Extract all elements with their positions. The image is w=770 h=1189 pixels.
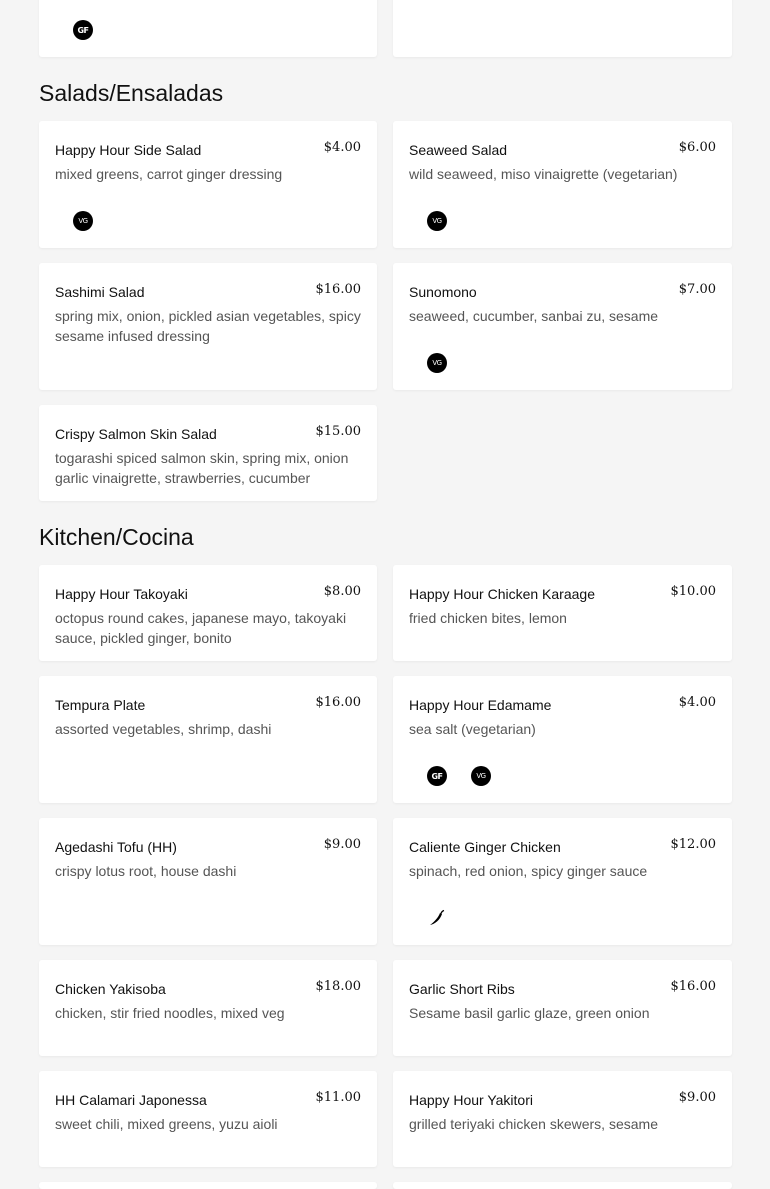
- menu-item-card[interactable]: [39, 405, 377, 501]
- menu-item-card[interactable]: [393, 1071, 732, 1167]
- dietary-icons: [73, 20, 93, 40]
- item-description: spring mix, onion, pickled asian vegetables, spicy sesame infused dressing: [55, 308, 361, 344]
- item-description: sea salt (vegetarian): [409, 721, 536, 737]
- item-price: $18.00: [315, 979, 361, 994]
- item-price: $4.00: [678, 695, 716, 710]
- dietary-icons: [427, 211, 447, 231]
- menu-item-card[interactable]: [393, 565, 732, 661]
- item-name: Happy Hour Yakitori: [409, 1092, 533, 1108]
- vegetarian-icon: VG: [471, 766, 491, 786]
- item-name: Happy Hour Edamame: [409, 697, 552, 713]
- dietary-icons: [427, 766, 491, 786]
- menu-item-card[interactable]: [39, 0, 377, 57]
- item-price: $9.00: [323, 837, 361, 852]
- menu-item-card[interactable]: [393, 121, 732, 248]
- menu-item-card[interactable]: [39, 121, 377, 248]
- item-name: Happy Hour Takoyaki: [55, 586, 188, 602]
- item-name: Sunomono: [409, 284, 477, 300]
- dietary-icons: [73, 211, 93, 231]
- dietary-icons: [427, 908, 447, 928]
- item-price: $16.00: [315, 695, 361, 710]
- section-title-salads: Salads/Ensaladas: [39, 80, 224, 106]
- item-price: $10.00: [670, 584, 716, 599]
- item-description: assorted vegetables, shrimp, dashi: [55, 721, 272, 737]
- item-price: $16.00: [670, 979, 716, 994]
- menu-item-card[interactable]: [39, 1182, 377, 1189]
- item-description: octopus round cakes, japanese mayo, takoyaki sauce, pickled ginger, bonito: [55, 610, 347, 646]
- item-name: Tempura Plate: [55, 697, 146, 713]
- item-price: $11.00: [315, 1090, 361, 1105]
- item-name: Happy Hour Chicken Karaage: [409, 586, 595, 602]
- item-description: chicken, stir fried noodles, mixed veg: [55, 1005, 285, 1021]
- item-name: Garlic Short Ribs: [409, 981, 515, 997]
- vegetarian-icon: VG: [73, 211, 93, 231]
- item-name: Chicken Yakisoba: [55, 981, 166, 997]
- item-price: $12.00: [670, 837, 716, 852]
- item-name: Caliente Ginger Chicken: [409, 839, 561, 855]
- menu-item-card[interactable]: [39, 818, 377, 945]
- item-name: HH Calamari Japonessa: [55, 1092, 207, 1108]
- menu-item-card[interactable]: [39, 263, 377, 390]
- item-name: Happy Hour Side Salad: [55, 142, 202, 158]
- menu-item-card[interactable]: [393, 818, 732, 945]
- item-description: mixed greens, carrot ginger dressing: [55, 166, 283, 182]
- vegetarian-icon: VG: [427, 211, 447, 231]
- item-description: seaweed, cucumber, sanbai zu, sesame: [409, 308, 659, 324]
- item-price: $7.00: [678, 282, 716, 297]
- item-description: fried chicken bites, lemon: [409, 610, 567, 626]
- gluten-free-icon: GF: [73, 20, 93, 40]
- menu-item-card[interactable]: [39, 960, 377, 1056]
- menu-item-card[interactable]: [393, 960, 732, 1056]
- item-price: $15.00: [315, 424, 361, 439]
- item-name: Sashimi Salad: [55, 284, 145, 300]
- item-price: $8.00: [323, 584, 361, 599]
- item-description: sweet chili, mixed greens, yuzu aioli: [55, 1116, 278, 1132]
- chili-pepper-icon: [427, 908, 447, 928]
- menu-item-card[interactable]: [39, 565, 377, 661]
- dietary-icons: [427, 353, 447, 373]
- menu-item-card[interactable]: [393, 0, 732, 57]
- item-price: $4.00: [323, 140, 361, 155]
- item-price: $9.00: [678, 1090, 716, 1105]
- menu-item-card[interactable]: [39, 1071, 377, 1167]
- item-description: crispy lotus root, house dashi: [55, 863, 237, 879]
- section-title-kitchen: Kitchen/Cocina: [39, 524, 194, 550]
- menu-item-card[interactable]: [393, 676, 732, 803]
- item-name: Seaweed Salad: [409, 142, 508, 158]
- vegetarian-icon: VG: [427, 353, 447, 373]
- menu-item-card[interactable]: [393, 263, 732, 390]
- item-name: Crispy Salmon Skin Salad: [55, 426, 217, 442]
- item-name: Agedashi Tofu (HH): [55, 839, 177, 855]
- item-description: wild seaweed, miso vinaigrette (vegetarian): [409, 166, 678, 182]
- menu-item-card[interactable]: [39, 676, 377, 803]
- gluten-free-icon: GF: [427, 766, 447, 786]
- item-description: togarashi spiced salmon skin, spring mix, onion garlic vinaigrette, strawberries, cucumber: [55, 450, 349, 486]
- item-price: $16.00: [315, 282, 361, 297]
- item-description: grilled teriyaki chicken skewers, sesame: [409, 1116, 658, 1132]
- item-description: Sesame basil garlic glaze, green onion: [409, 1005, 650, 1021]
- item-description: spinach, red onion, spicy ginger sauce: [409, 863, 648, 879]
- menu-item-card[interactable]: [393, 1182, 732, 1189]
- item-price: $6.00: [678, 140, 716, 155]
